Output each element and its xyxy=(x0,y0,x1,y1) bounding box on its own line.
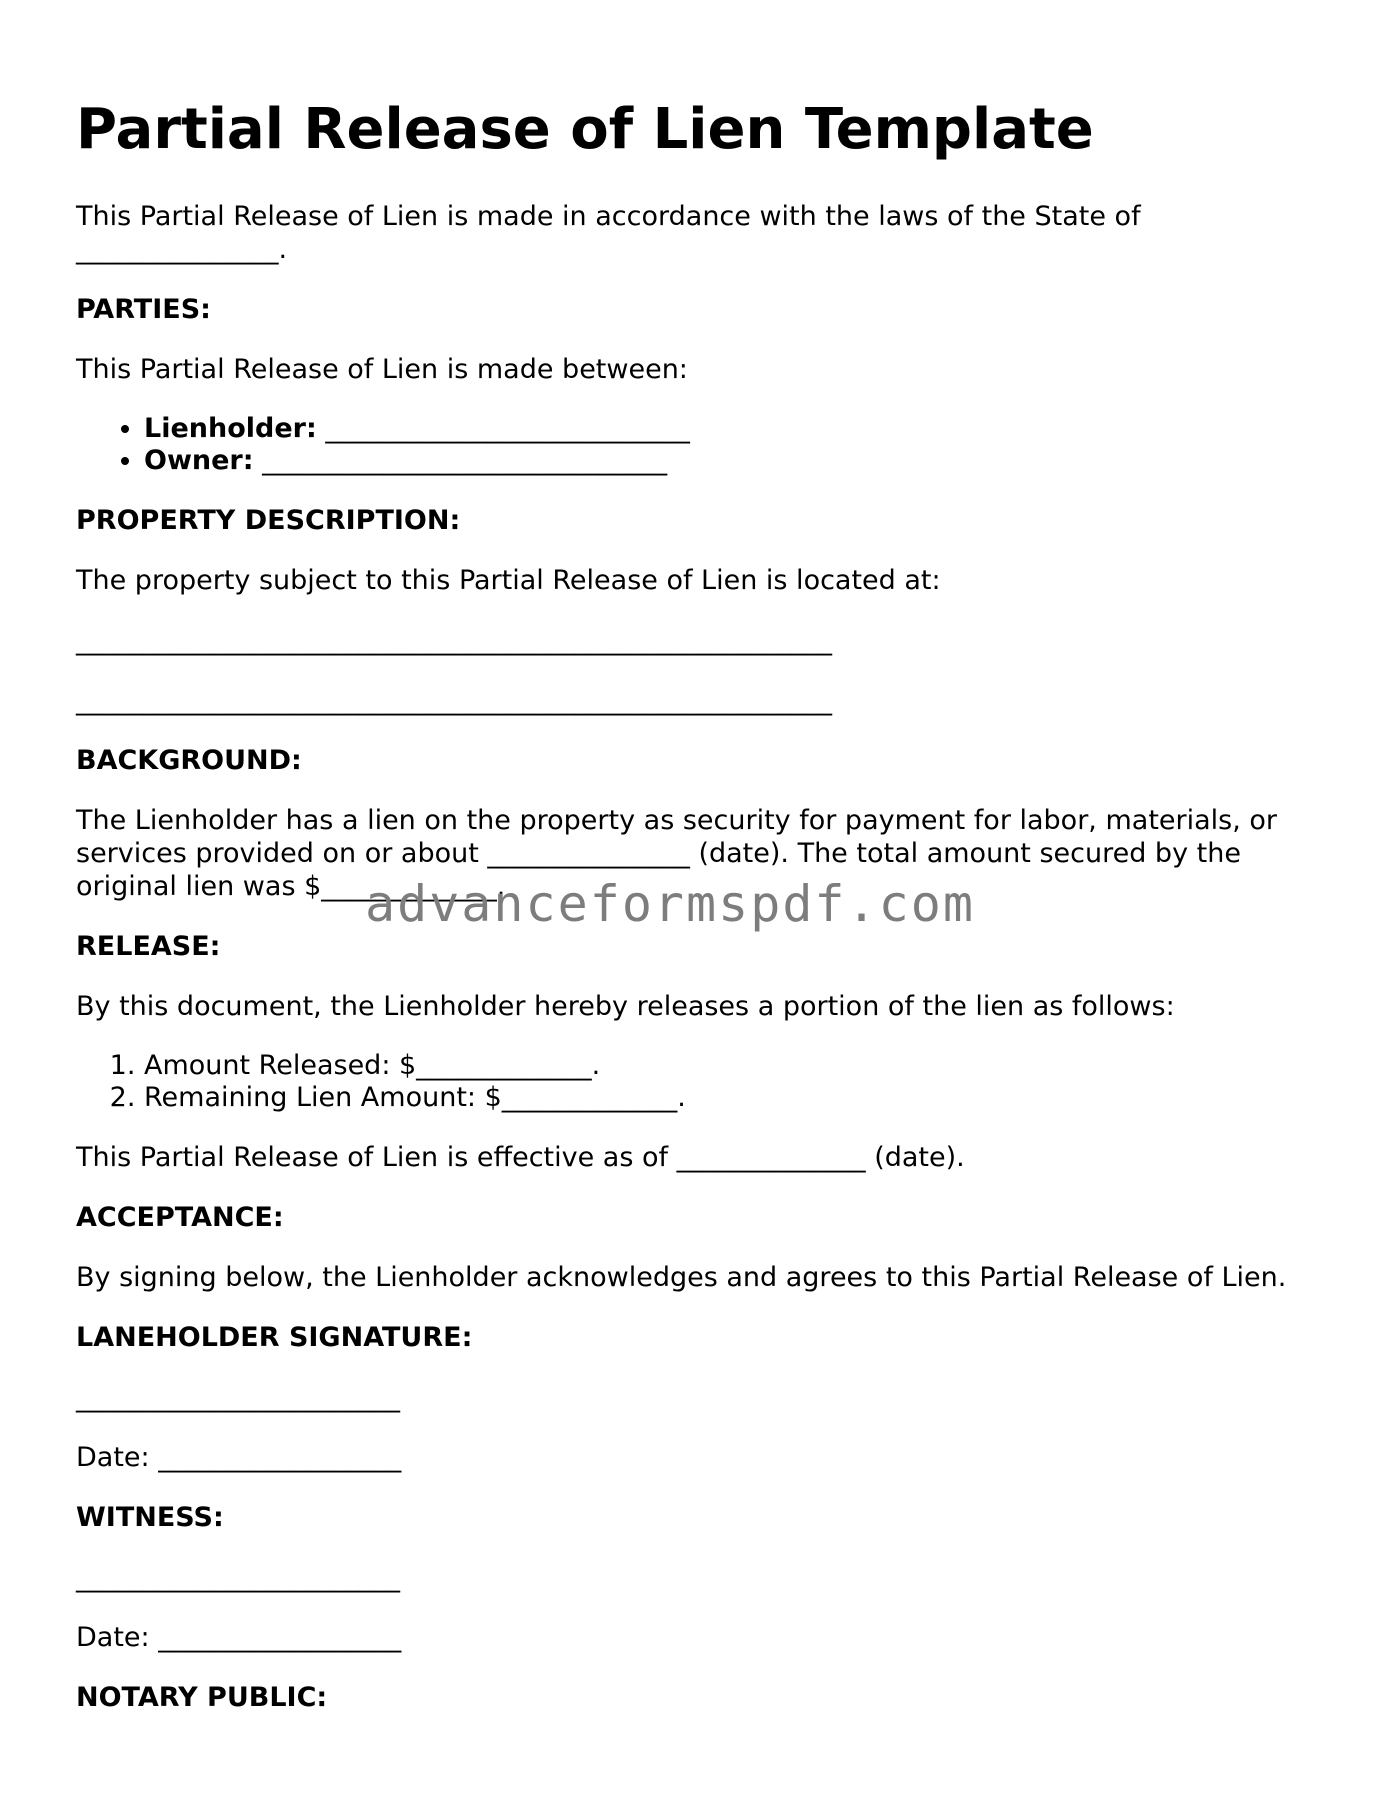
watermark: advanceformspdf.com xyxy=(365,875,975,933)
acceptance-heading: ACCEPTANCE: xyxy=(76,1202,284,1233)
witness-date: Date: __________________ xyxy=(76,1622,402,1653)
acceptance-text: By signing below, the Lienholder acknowledges and agrees to this Partial Release of Lien. xyxy=(76,1262,1287,1293)
notary-heading: NOTARY PUBLIC: xyxy=(76,1682,328,1713)
release-text: By this document, the Lienholder hereby releases a portion of the lien as follows: xyxy=(76,991,1175,1022)
list-item: 1. Amount Released: $_____________. xyxy=(144,1050,1336,1082)
owner-field: ______________________________ xyxy=(253,445,668,476)
property-line-1: ________________________________________________________ xyxy=(76,625,832,656)
property-heading: PROPERTY DESCRIPTION: xyxy=(76,505,461,536)
document-title: Partial Release of Lien Template xyxy=(76,97,1094,162)
witness-heading: WITNESS: xyxy=(76,1502,224,1533)
owner-label: Owner: xyxy=(144,445,254,476)
list-item: 2. Remaining Lien Amount: $_____________. xyxy=(144,1082,1336,1114)
list-item xyxy=(144,413,1336,445)
lienholder-field: ___________________________ xyxy=(316,413,690,444)
parties-text: This Partial Release of Lien is made between: xyxy=(76,354,688,385)
list-item xyxy=(144,445,1336,477)
witness-line: ________________________ xyxy=(76,1562,400,1593)
intro-paragraph: This Partial Release of Lien is made in accordance with the laws of the State of _______________. xyxy=(76,201,1141,265)
signature-date: Date: __________________ xyxy=(76,1442,402,1473)
release-list xyxy=(76,1050,1336,1114)
parties-list xyxy=(76,413,1336,477)
signature-line: ________________________ xyxy=(76,1382,400,1413)
background-text: The Lienholder has a lien on the property as security for payment for labor, materials, or services provided on or about _______________ (date). The total amount secured by the original lien was $_____________. xyxy=(76,805,1278,902)
parties-heading: PARTIES: xyxy=(76,294,211,325)
lienholder-label: Lienholder: xyxy=(144,413,317,444)
property-text: The property subject to this Partial Release of Lien is located at: xyxy=(76,565,941,596)
signature-heading: LANEHOLDER SIGNATURE: xyxy=(76,1322,473,1353)
property-line-2: ________________________________________________________ xyxy=(76,685,832,716)
release-heading: RELEASE: xyxy=(76,931,221,962)
background-heading: BACKGROUND: xyxy=(76,745,302,776)
effective-date-text: This Partial Release of Lien is effective as of ______________ (date). xyxy=(76,1142,965,1173)
